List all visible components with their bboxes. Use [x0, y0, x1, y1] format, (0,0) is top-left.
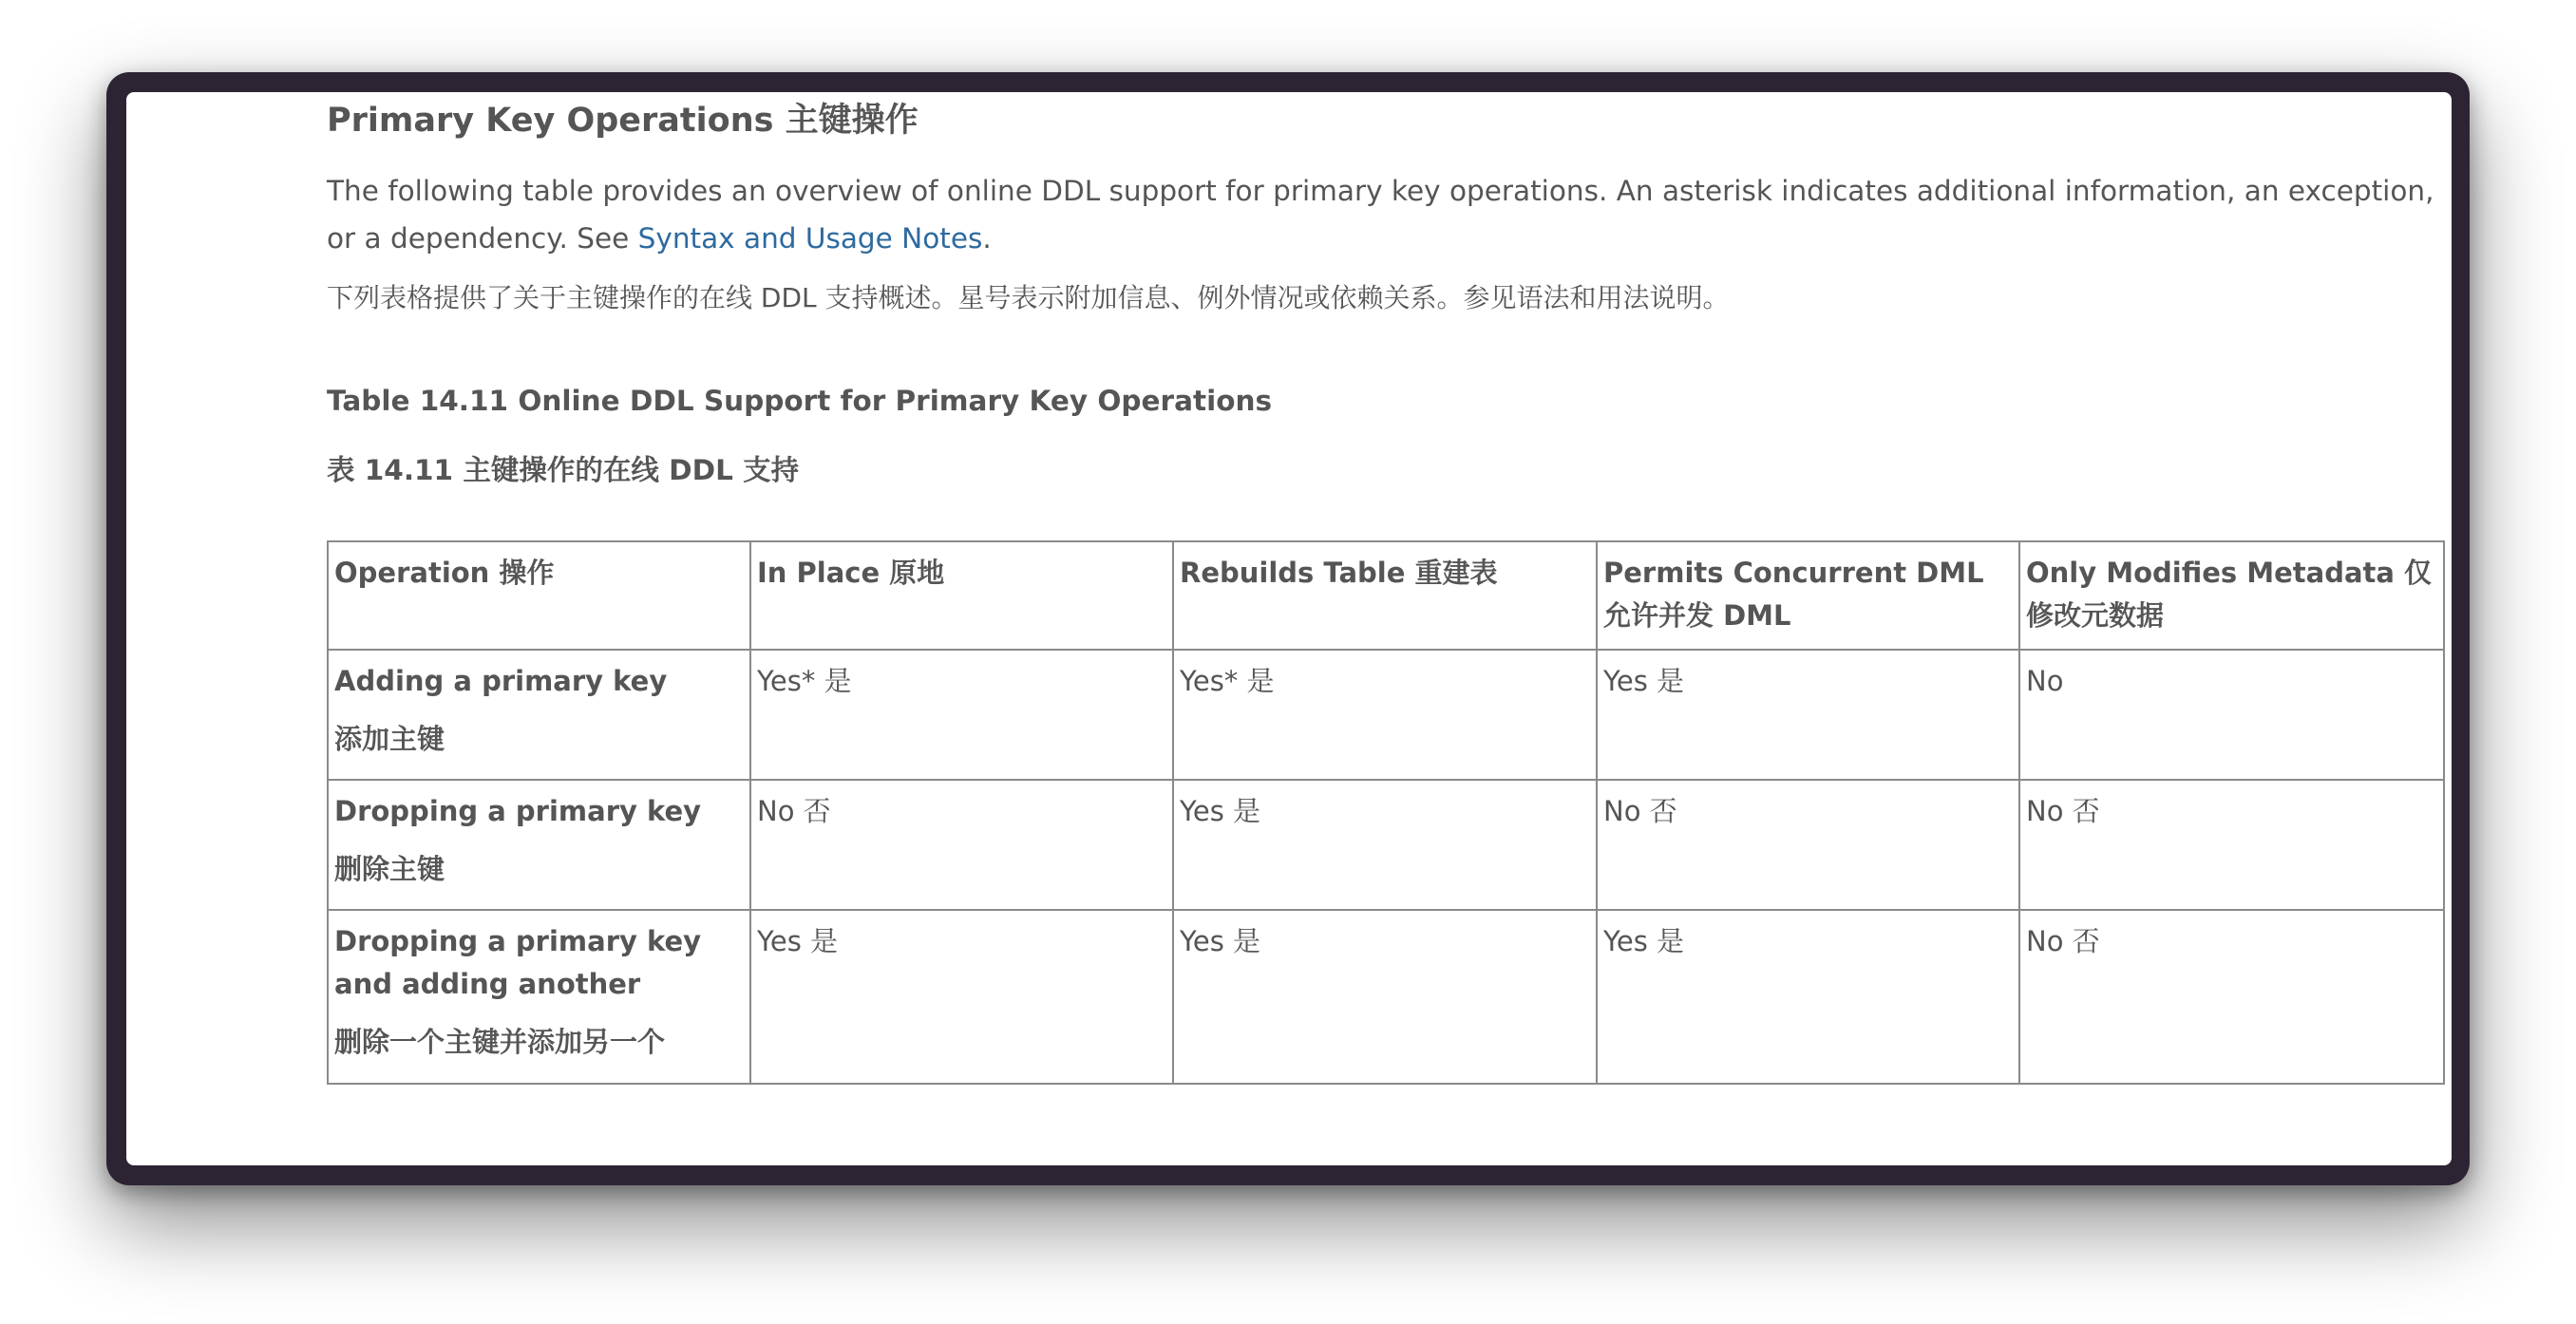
header-in-place: In Place 原地: [750, 541, 1173, 650]
in-place-cell: Yes 是: [750, 910, 1173, 1084]
metadata-only-cell: No: [2019, 650, 2444, 780]
syntax-usage-notes-link[interactable]: Syntax and Usage Notes: [637, 222, 983, 255]
concurrent-dml-cell: Yes 是: [1597, 910, 2019, 1084]
operation-name-zh: 删除一个主键并添加另一个: [334, 1026, 666, 1058]
operation-name-en: Adding a primary key: [334, 665, 668, 697]
intro-paragraph-zh: 下列表格提供了关于主键操作的在线 DDL 支持概述。星号表示附加信息、例外情况或依赖关系。参见语法和用法说明。: [327, 282, 1730, 313]
table-caption-en: Table 14.11 Online DDL Support for Primary Key Operations: [327, 385, 1273, 417]
header-operation: Operation 操作: [328, 541, 750, 650]
rebuilds-table-cell: Yes* 是: [1173, 650, 1597, 780]
table-row: [328, 650, 2444, 780]
section-title: Primary Key Operations 主键操作: [327, 102, 919, 140]
concurrent-dml-cell: Yes 是: [1597, 650, 2019, 780]
concurrent-dml-cell: No 否: [1597, 780, 2019, 910]
metadata-only-cell: No 否: [2019, 780, 2444, 910]
window-frame: [106, 72, 2470, 1185]
operation-cell: [328, 650, 750, 780]
intro-period: .: [982, 222, 992, 255]
operation-name-en: Dropping a primary key and adding another: [334, 925, 702, 1000]
operation-cell: [328, 780, 750, 910]
header-rebuilds-table: Rebuilds Table 重建表: [1173, 541, 1597, 650]
table-row: [328, 780, 2444, 910]
operation-name-en: Dropping a primary key: [334, 795, 702, 827]
metadata-only-cell: No 否: [2019, 910, 2444, 1084]
operation-cell: [328, 910, 750, 1084]
document-viewport: [126, 92, 2452, 1165]
in-place-cell: Yes* 是: [750, 650, 1173, 780]
intro-paragraph-en: [327, 167, 2452, 262]
table-row: [328, 910, 2444, 1084]
header-permits-concurrent-dml: Permits Concurrent DML 允许并发 DML: [1597, 541, 2019, 650]
in-place-cell: No 否: [750, 780, 1173, 910]
operation-name-zh: 添加主键: [334, 723, 445, 755]
intro-text: The following table provides an overview of online DDL support for primary key operations. An asterisk indicates additional information, an exception, or a dependency. See: [327, 175, 2434, 255]
rebuilds-table-cell: Yes 是: [1173, 780, 1597, 910]
online-ddl-primary-key-table: [327, 540, 2445, 1085]
table-caption-zh: 表 14.11 主键操作的在线 DDL 支持: [327, 454, 800, 486]
rebuilds-table-cell: Yes 是: [1173, 910, 1597, 1084]
table-header-row: [328, 541, 2444, 650]
operation-name-zh: 删除主键: [334, 853, 445, 885]
header-only-modifies-metadata: Only Modifies Metadata 仅修改元数据: [2019, 541, 2444, 650]
